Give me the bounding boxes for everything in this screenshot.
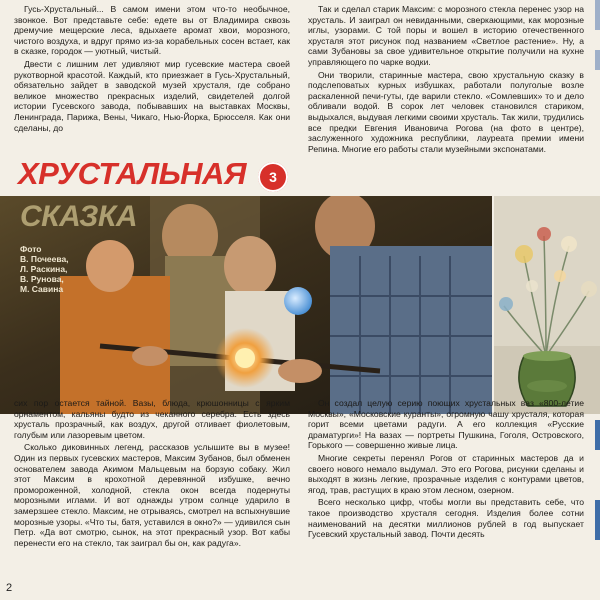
paragraph: Двести с лишним лет удивляют мир гусевские мастера своей рукотворной красотой. Каждый, кто приезжает в Гусь-Хрустальный, обязательно зайдет в заводской музей хрусталя, где собрано великое множество прекрасных изделий, свидетелей долгой истории Гусевского завода, побывавших на выставках Москвы, Ленинграда, Парижа, Вены, Чикаго, Нью-Йорка, Брюсселя. Как они сделаны, до <box>14 58 290 133</box>
credit-line: В. Рунова, <box>20 274 64 284</box>
paragraph: Сколько диковинных легенд, рассказов услышите вы в музее! Один из первых гусевских мастеров, Максим Зубанов, был обменен основателем завода Акимом Мальцевым на борзую собаку. Жил этот Максим в крохотной деревянной избушке, вечно промороженной, холодной, стекла окон всегда подернуты морозными иглами. И вот однажды утром солнце ударило в замерзшее стекло. Максим, не отрываясь, смотрел на вспыхнувшие морозные узоры. «Что ты, батя, уставился в окно?» — удивился сын Петр. «Да вот смотрю, сынок, на этот прекрасный узор. Вот кабы перенести его на стекло, так заиграл бы он, как радуга». <box>14 442 290 548</box>
paragraph: Многие секреты перенял Рогов от старинных мастеров да и своего нового немало выдумал. Это его Рогова, рисунки сделаны и выходят в жизнь легкие, прозрачные изделия с контурами цветов, ягод, трав, растущих в краю этом лесном, озерном. <box>308 452 584 495</box>
crystal-vase-illustration <box>494 196 600 414</box>
paragraph: Они творили, старинные мастера, свою хрустальную сказку в подслеповатых курных избушках, работали полуголые возле раскаленной печи-гуты, где варили стекло. «Сомлевших» то и дело обливали водой. В сорок лет человек становился стариком, выдыхался, выдувая легкими своими хрусталь. Так жили, трудились все предки Евгения Ивановича Рогова (на фото в центре), заслуженного художника республики, лауреата премии имени Репина. Многие его работы стали музейными экспонатами. <box>308 69 584 154</box>
edge-tab-marker <box>595 50 600 70</box>
photo-credits <box>20 244 69 294</box>
chapter-number-badge: 3 <box>258 162 288 192</box>
paragraph: Так и сделал старик Максим: с морозного стекла перенес узор на хрусталь. И заиграл он невиданными, сверкающими, как морозные иглы, узорами. С той поры и вошел в историю отечественного хрусталя этот рисунок под названием «Светлое растение». Ну, а сами Зубановы за свое удивительное открытие получили на кухне управляющего по чарке водки. <box>308 4 584 67</box>
page-number: 2 <box>6 582 13 594</box>
text-column-top-right <box>308 4 584 182</box>
paragraph: Всего несколько цифр, чтобы могли вы представить себе, что такое производство хрусталя сегодня. Изделия более сотни наименований на десятки миллионов рублей в год выпускает Гусевский хрустальный завод. Почти десять <box>308 497 584 540</box>
crystal-vase-photo <box>494 196 600 414</box>
paragraph: Гусь-Хрустальный... В самом имени этом что-то необычное, звонкое. Вот представьте себе: едете вы от Владимира сквозь дремучие мещерские леса, вдыхаете аромат хвои, морозного, чистого воздуха, и вдруг прямо из-за корабельных сосен встает, как в сказке, городок — уютный, чистый. <box>14 4 290 57</box>
text-column-bottom-right <box>308 398 584 594</box>
credit-line: Л. Раскина, <box>20 264 68 274</box>
credit-line: М. Савина <box>20 284 64 294</box>
paragraph: сих пор остается тайной. Вазы, блюда, крюшонницы с ярким орнаментом, кальяны будто из чеканного серебра. Есть здесь хрусталь прозрачный, как воздух, другой отливает фиолетовым, голубым или лазоревым цветом. <box>14 398 290 440</box>
text-column-bottom-left <box>14 398 290 586</box>
edge-tab-marker <box>595 500 600 540</box>
binder-hole <box>284 287 312 315</box>
article-subtitle: СКАЗКА <box>20 200 138 233</box>
edge-tab-marker <box>595 0 600 30</box>
credit-line: В. Почеева, <box>20 254 69 264</box>
paragraph: Он создал целую серию поющих хрустальных ваз «800-летие Москвы», «Московские куранты», огромную чашу хрусталя, которая горит всеми цветами радуги. А его коллекция «Русские драматурги»! На вазах — портреты Пушкина, Гоголя, Островского, Горького — совершенно живые лица. <box>308 398 584 451</box>
edge-tab-marker <box>595 420 600 450</box>
credit-line: Фото <box>20 244 42 254</box>
article-title: ХРУСТАЛЬНАЯ <box>18 156 247 191</box>
text-column-top-left <box>14 4 290 152</box>
